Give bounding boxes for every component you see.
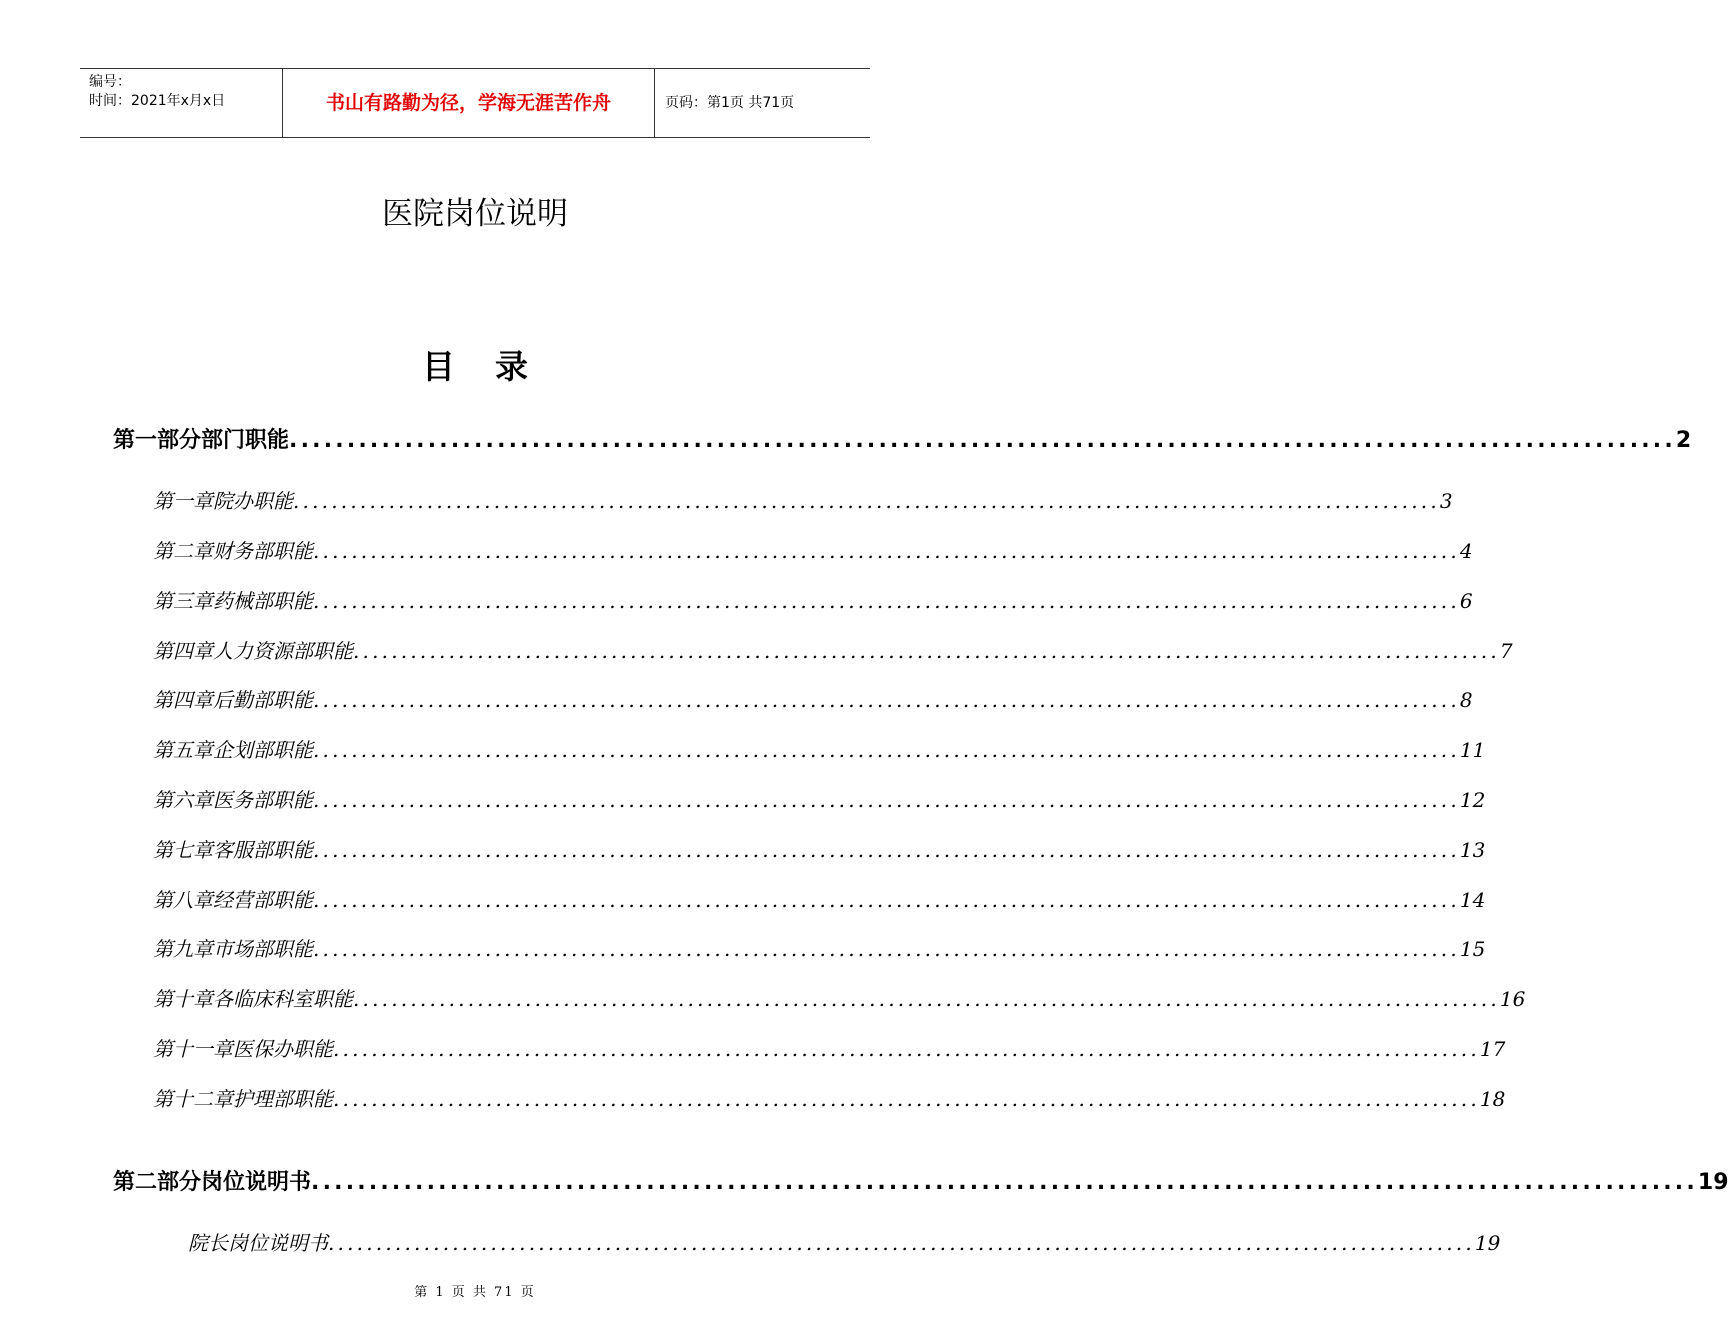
toc-leader: ........................................................................................................................: [313, 688, 1460, 712]
page-info: 页码：第1页 共71页: [665, 95, 795, 111]
toc-chapter[interactable]: [153, 1035, 1506, 1063]
toc-part-title: 部门职能: [201, 428, 290, 453]
toc-chapter-label: 第十章: [153, 987, 213, 1011]
toc-chapter[interactable]: [153, 1085, 1506, 1113]
toc-chapter-title: 医务部职能: [213, 788, 313, 812]
toc-leader: ........................................................................................................................: [353, 987, 1500, 1011]
toc-subsection-title: 院长岗位说明书: [188, 1231, 328, 1255]
toc-leader: ........................................................................................................................: [313, 788, 1460, 812]
toc-chapter[interactable]: [153, 587, 1473, 615]
toc-chapter-label: 第四章: [153, 639, 213, 663]
toc-part-label: 第二部分: [113, 1170, 202, 1195]
toc-part-label: 第一部分: [113, 428, 202, 453]
toc-page-number: 6: [1459, 589, 1473, 613]
toc-page-number: 16: [1499, 987, 1526, 1011]
toc-chapter-title: 药械部职能: [213, 589, 313, 613]
toc-page-number: 17: [1479, 1037, 1506, 1061]
toc-chapter[interactable]: [153, 736, 1486, 764]
page-header: [80, 68, 870, 138]
toc-chapter[interactable]: [153, 686, 1473, 714]
toc-chapter[interactable]: [153, 487, 1453, 515]
toc-chapter-title: 院办职能: [213, 489, 293, 513]
toc-chapter-title: 人力资源部职能: [213, 639, 353, 663]
toc-part-1[interactable]: [113, 426, 1692, 456]
toc-leader: ........................................................................................................................: [311, 1170, 1698, 1195]
toc-chapter[interactable]: [153, 985, 1526, 1013]
toc-chapter-title: 市场部职能: [213, 937, 313, 961]
toc-page-number: 2: [1675, 428, 1692, 453]
toc-chapter-title: 医保办职能: [233, 1037, 333, 1061]
toc-chapter-label: 第三章: [153, 589, 213, 613]
toc-subsection[interactable]: [188, 1229, 1501, 1257]
toc-leader: ........................................................................................................................: [313, 589, 1460, 613]
toc-chapter[interactable]: [153, 836, 1486, 864]
toc-page-number: 15: [1459, 937, 1486, 961]
toc-chapter-title: 客服部职能: [213, 838, 313, 862]
number-label: 编号：: [89, 74, 131, 90]
toc-leader: ........................................................................................................................: [313, 888, 1460, 912]
toc-chapter-label: 第五章: [153, 738, 213, 762]
toc-chapter-label: 第十二章: [153, 1087, 233, 1111]
toc-chapter-title: 护理部职能: [233, 1087, 333, 1111]
toc-chapter-title: 企划部职能: [213, 738, 313, 762]
toc-chapter-label: 第八章: [153, 888, 213, 912]
toc-chapter-title: 后勤部职能: [213, 688, 313, 712]
toc-page-number: 8: [1459, 688, 1473, 712]
toc-leader: ........................................................................................................................: [333, 1037, 1480, 1061]
toc-heading: 目录: [422, 347, 568, 386]
toc-leader: ........................................................................................................................: [313, 937, 1460, 961]
toc-page-number: 18: [1479, 1087, 1506, 1111]
toc-chapter-title: 财务部职能: [213, 539, 313, 563]
toc-chapter[interactable]: [153, 886, 1486, 914]
document-title: 医院岗位说明: [382, 196, 568, 232]
toc-leader: ........................................................................................................................: [313, 539, 1460, 563]
toc-chapter-label: 第九章: [153, 937, 213, 961]
toc-chapter-label: 第四章: [153, 688, 213, 712]
toc-chapter-title: 各临床科室职能: [213, 987, 353, 1011]
page-footer: 第 1 页 共 71 页: [414, 1285, 536, 1300]
header-meta-cell: [80, 69, 282, 137]
toc-part-title: 岗位说明书: [201, 1170, 312, 1195]
toc-page-number: 7: [1499, 639, 1513, 663]
toc-chapter[interactable]: [153, 637, 1513, 665]
toc-page-number: 11: [1459, 738, 1486, 762]
toc-part-2[interactable]: [113, 1168, 1729, 1198]
toc-chapter-label: 第一章: [153, 489, 213, 513]
toc-page-number: 12: [1459, 788, 1486, 812]
toc-page-number: 14: [1459, 888, 1486, 912]
toc-leader: ........................................................................................................................: [353, 639, 1500, 663]
toc-chapter-label: 第十一章: [153, 1037, 233, 1061]
toc-leader: ........................................................................................................................: [293, 489, 1440, 513]
toc-page-number: 19: [1697, 1170, 1729, 1195]
toc-chapter-label: 第七章: [153, 838, 213, 862]
toc-chapter-label: 第六章: [153, 788, 213, 812]
toc-leader: ........................................................................................................................: [333, 1087, 1480, 1111]
toc-leader: ........................................................................................................................: [328, 1231, 1475, 1255]
toc-chapter[interactable]: [153, 786, 1486, 814]
toc-page-number: 13: [1459, 838, 1486, 862]
toc-chapter[interactable]: [153, 537, 1473, 565]
toc-leader: ........................................................................................................................: [313, 838, 1460, 862]
toc-chapter-title: 经营部职能: [213, 888, 313, 912]
toc-chapter-label: 第二章: [153, 539, 213, 563]
toc-page-number: 19: [1474, 1231, 1501, 1255]
time-label: 时间：2021年x月x日: [89, 93, 226, 109]
toc-page-number: 4: [1459, 539, 1473, 563]
toc-chapter[interactable]: [153, 935, 1486, 963]
toc-page-number: 3: [1439, 489, 1453, 513]
toc-leader: ........................................................................................................................: [313, 738, 1460, 762]
motto: 书山有路勤为径，学海无涯苦作舟: [282, 69, 655, 137]
toc-leader: ........................................................................................................................: [289, 428, 1676, 453]
